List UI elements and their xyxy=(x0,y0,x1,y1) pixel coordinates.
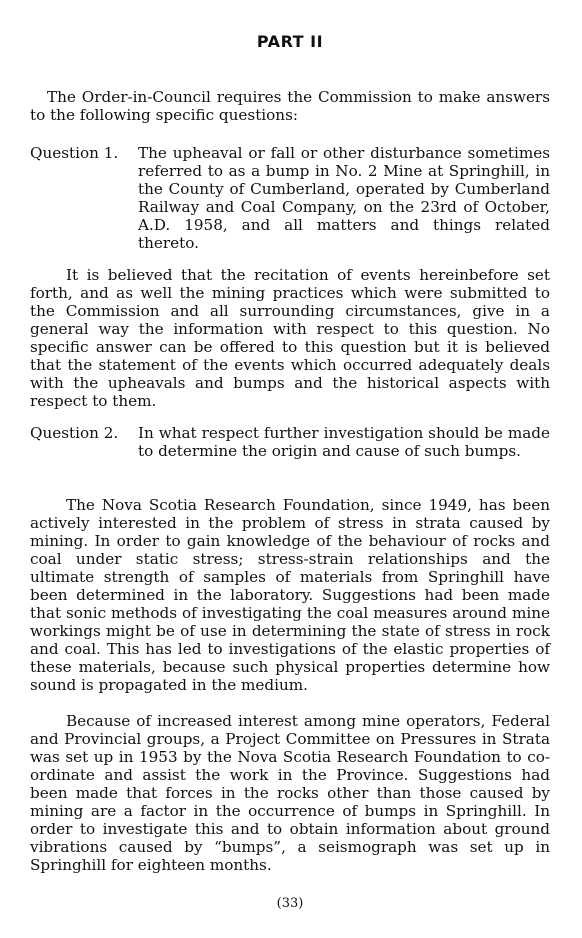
intro-paragraph: The Order-in-Council requires the Commission to make answers to the following specific questions: xyxy=(30,88,550,124)
answer-1-paragraph: It is believed that the recitation of events hereinbefore set forth, and as well the mining practices which were submitted to the Commission and all surrounding circumstances, give in a general way the information with respect to this question. No specific answer can be offered to this question but it is believed that the statement of the events which occurred adequately deals with the upheavals and bumps and the historical aspects with respect to them. xyxy=(30,266,550,410)
part-heading: PART II xyxy=(256,32,324,51)
question-2-text: In what respect further investigation should be made to determine the origin and cause of such bumps. xyxy=(138,424,550,460)
question-1-label: Question 1. xyxy=(30,144,119,162)
answer-2-paragraph-1: The Nova Scotia Research Foundation, since 1949, has been actively interested in the problem of stress in strata caused by mining. In order to gain knowledge of the behaviour of rocks and coal under static stress; stress-strain relationships and the ultimate strength of samples of materials from Springhill have been determined in the laboratory. Suggestions had been made that sonic methods of investigating the coal measures around mine workings might be of use in determining the state of stress in rock and coal. This has led to investigations of the elastic properties of these materials, because such physical properties determine how sound is propagated in the medium. xyxy=(30,496,550,694)
question-1-text: The upheaval or fall or other disturbance sometimes referred to as a bump in No. 2 Mine at Springhill, in the County of Cumberland, operated by Cumberland Railway and Coal Company, on the 23rd of October, A.D. 1958, and all matters and things related thereto. xyxy=(138,144,550,252)
question-2-label: Question 2. xyxy=(30,424,119,442)
answer-2-paragraph-2: Because of increased interest among mine operators, Federal and Provincial groups, a Project Committee on Pressures in Strata was set up in 1953 by the Nova Scotia Research Foundation to co-ordinate and assist the work in the Province. Suggestions had been made that forces in the rocks other than those caused by mining are a factor in the occurrence of bumps in Springhill. In order to investigate this and to obtain information about ground vibrations caused by “bumps”, a seismograph was set up in Springhill for eighteen months. xyxy=(30,712,550,874)
page-number: (33) xyxy=(276,896,304,911)
document-page xyxy=(30,0,550,938)
